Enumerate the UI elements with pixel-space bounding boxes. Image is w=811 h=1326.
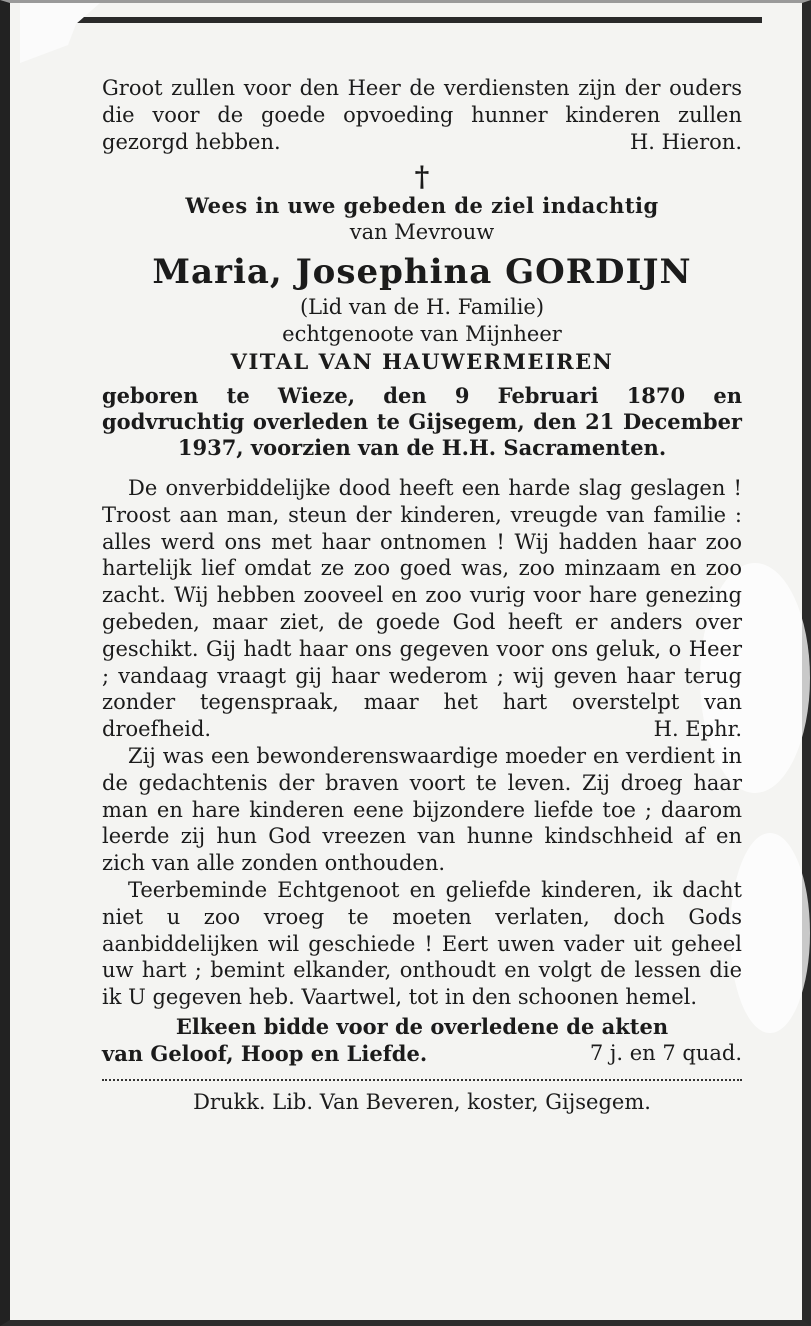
memorial-text	[102, 475, 742, 1011]
closing-line-1: Elkeen bidde voor de overledene de akten	[175, 1013, 669, 1039]
closing-line-2-text: van Geloof, Hoop en Liefde.	[102, 1040, 428, 1066]
epigraph	[102, 75, 742, 156]
printer-imprint: Drukk. Lib. Van Beveren, koster, Gijsegem.	[193, 1089, 651, 1114]
epigraph-attribution: H. Hieron.	[629, 130, 742, 154]
closing-line-2	[102, 1040, 742, 1067]
top-border	[70, 17, 762, 23]
title-prefix: van Mevrouw	[349, 220, 495, 244]
paragraph-attribution: H. Ephr.	[653, 717, 742, 742]
cross-icon: †	[414, 160, 430, 193]
epigraph-text: Groot zullen voor den Heer de verdiensten zijn der ouders die voor de goede opvoeding hunner kinderen zullen gezorgd hebben.	[102, 76, 742, 154]
paragraph: Zij was een bewonderenswaardige moeder en verdient in de gedachtenis der braven voort te leven. Zij droeg haar man en hare kinderen eene bijzondere liefde toe ; daarom leerde zij hun God vreezen van hunne kindschheid af en zich van alle zonden onthouden.	[102, 743, 742, 876]
membership: (Lid van de H. Familie)	[299, 295, 545, 319]
paragraph: Teerbeminde Echtgenoot en geliefde kinderen, ik dacht niet u zoo vroeg te moeten verlaten, doch Gods aanbiddelijken wil geschiede ! Eert uwen vader uit geheel uw hart ; bemint elkander, onthoudt en volgt de lessen die ik U gegeven heb. Vaartwel, tot in den schoonen hemel.	[102, 877, 742, 1010]
indulgence: 7 j. en 7 quad.	[589, 1040, 742, 1065]
card-content	[102, 75, 742, 1116]
paragraph	[102, 475, 742, 743]
spouse-intro: echtgenoote van Mijnheer	[282, 322, 562, 346]
torn-corner	[20, 3, 100, 63]
dotted-divider	[102, 1079, 742, 1081]
spouse-name: VITAL VAN HAUWERMEIREN	[230, 349, 614, 374]
deceased-name: Maria, Josephina GORDIJN	[152, 252, 692, 292]
paragraph-text: De onverbiddelijke dood heeft een harde slag geslagen ! Troost aan man, steun der kinderen, vreugde van familie : alles werd ons met haar ontnomen ! Wij hadden haar zoo hartelijk lief omdat ze zoo goed was, zoo minzaam en zoo zacht. Wij hebben zooveel en zoo vurig voor hare genezing gebeden, maar ziet, de goede God heeft er anders over geschikt. Gij hadt haar ons gegeven voor ons geluk, o Heer ; vandaag vraagt gij haar wederom ; wij geven haar terug zonder tegenspraak, maar het hart overstelpt van droefheid.	[102, 476, 742, 742]
birth-death-info: geboren te Wieze, den 9 Februari 1870 en godvruchtig overleden te Gijsegem, den 21 December 1937, voorzien van de H.H. Sacramenten.	[102, 383, 742, 460]
closing-prayer	[102, 1013, 742, 1067]
prayer-heading: Wees in uwe gebeden de ziel indachtig	[185, 193, 659, 218]
faded-area	[730, 833, 810, 1033]
